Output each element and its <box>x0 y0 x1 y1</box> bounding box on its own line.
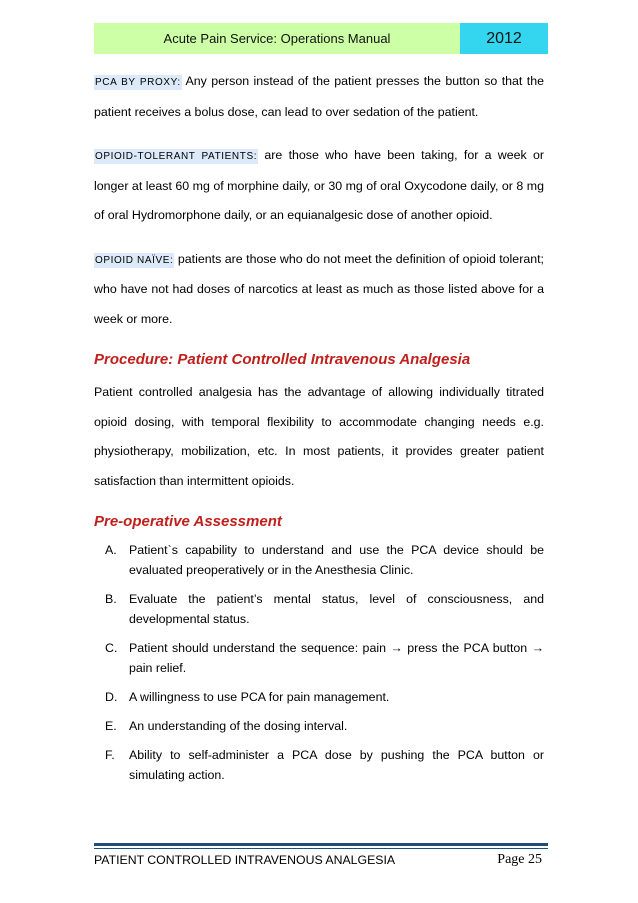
list-item <box>105 745 544 785</box>
assessment-heading: Pre-operative Assessment <box>94 513 282 530</box>
list-item-text: An understanding of the dosing interval. <box>129 719 348 733</box>
list-item <box>105 716 544 736</box>
definition-term: OPIOID-TOLERANT PATIENTS: <box>95 151 258 162</box>
definition-term: PCA BY PROXY: <box>95 77 181 88</box>
footer-divider <box>94 843 548 846</box>
list-item-text: A willingness to use PCA for pain management. <box>129 690 390 704</box>
definition-term: OPIOID NAÏVE: <box>95 254 174 266</box>
list-item-text: Evaluate the patient’s mental status, level of consciousness, and developmental status. <box>129 592 544 626</box>
list-item-text: Ability to self-administer a PCA dose by pushing the PCA button or simulating action. <box>129 748 544 782</box>
list-marker: F. <box>105 748 115 762</box>
page-number: Page 25 <box>497 852 542 867</box>
list-item <box>105 540 544 580</box>
footer-title: PATIENT CONTROLLED INTRAVENOUS ANALGESIA <box>94 853 396 867</box>
definition-pca-by-proxy <box>94 67 544 127</box>
list-marker: A. <box>105 543 117 557</box>
list-item <box>105 638 544 678</box>
page-footer <box>94 852 542 868</box>
list-marker: B. <box>105 592 117 606</box>
definition-text: Any person instead of the patient presses the button so that the patient receives a bolus dose, can lead to over sedation of the patient. <box>94 74 545 119</box>
definition-opioid-tolerant <box>94 141 544 231</box>
header-title: Acute Pain Service: Operations Manual <box>94 23 460 54</box>
header-year: 2012 <box>460 23 548 54</box>
definition-text: are those who have been taking, for a week or longer at least 60 mg of morphine daily, or 30 mg of oral Oxycodone daily, or 8 mg of oral Hydromorphone daily, or an equianalgesic dose of another opioid. <box>94 148 544 222</box>
footer-divider-thin <box>94 848 548 849</box>
procedure-paragraph: Patient controlled analgesia has the advantage of allowing individually titrated opioid dosing, with temporal flexibility to accommodate changing needs e.g. physiotherapy, mobilization, etc. In most patients, it provides greater patient satisfaction than intermittent opioids. <box>94 385 544 488</box>
list-item-text: Patient should understand the sequence: pain → press the PCA button → pain relief. <box>129 641 544 675</box>
list-item-text: Patient`s capability to understand and use the PCA device should be evaluated preoperatively or in the Anesthesia Clinic. <box>129 543 544 577</box>
page-header <box>94 23 548 54</box>
list-item <box>105 687 544 707</box>
assessment-list <box>94 540 544 785</box>
list-item <box>105 589 544 629</box>
list-marker: E. <box>105 719 117 733</box>
list-marker: C. <box>105 641 118 655</box>
list-marker: D. <box>105 690 118 704</box>
definition-text: patients are those who do not meet the definition of opioid tolerant; who have not had doses of narcotics at least as much as those listed above for a week or more. <box>94 251 544 326</box>
definition-opioid-naive <box>94 245 544 335</box>
procedure-heading: Procedure: Patient Controlled Intravenous Analgesia <box>94 351 471 368</box>
page-content <box>94 67 544 794</box>
